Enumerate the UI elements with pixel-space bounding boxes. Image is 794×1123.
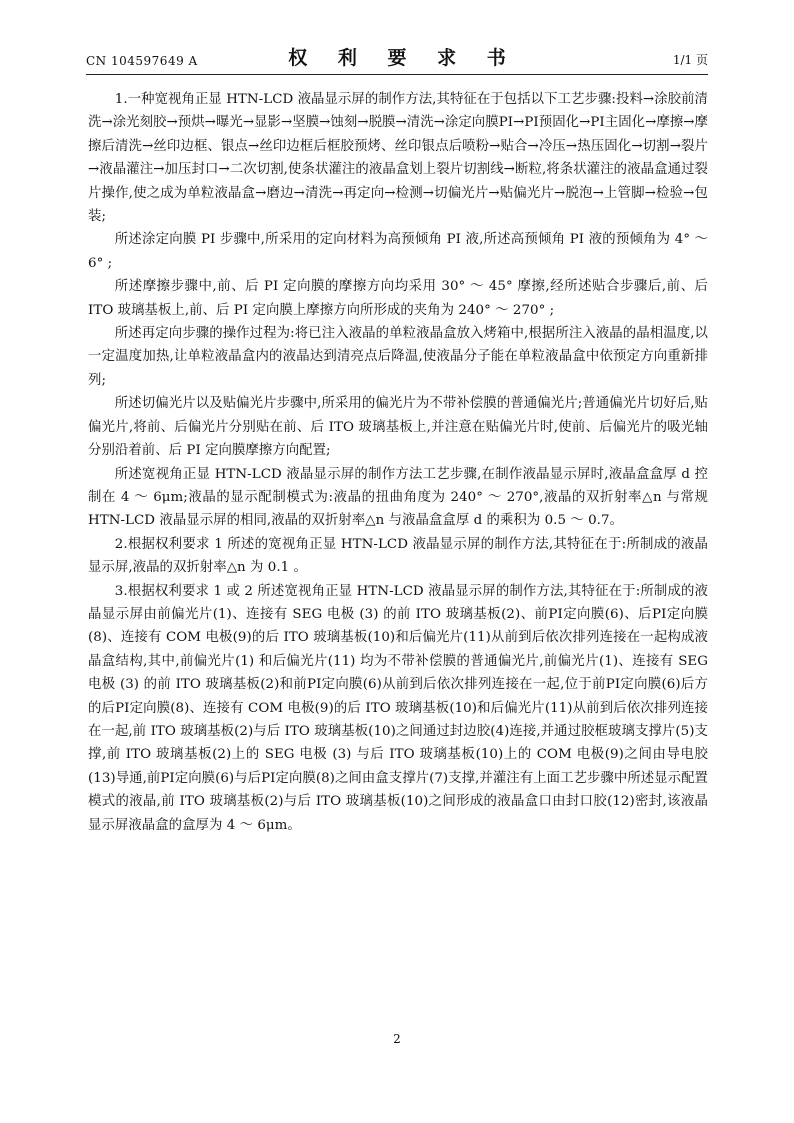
page-number: 2 <box>393 1032 401 1046</box>
claim-1-paragraph: 1.一种宽视角正显 HTN-LCD 液晶显示屏的制作方法,其特征在于包括以下工艺步骤:投料→涂胶前清洗→涂光刻胶→预烘→曝光→显影→坚膜→蚀刻→脱膜→清洗→涂定向膜PI→PI预固化→PI主固化→摩擦→摩擦后清洗→丝印边框、银点→丝印边框后框胶预烤、丝印银点后喷粉→贴合→冷压→热压固化→切割→裂片→液晶灌注→加压封口→二次切割,使条状灌注的液晶盒划上裂片切割线→断粒,将条状灌注的液晶盒通过裂片操作,使之成为单粒液晶盒→磨边→清洗→再定向→检测→切偏光片→贴偏光片→脱泡→上管脚→检验→包装; <box>88 92 708 225</box>
document-title: 权 利 要 求 书 <box>288 47 518 69</box>
publication-number: CN 104597649 A <box>86 54 198 68</box>
page-indicator: 1/1 页 <box>672 53 708 67</box>
claim-1-cell-gap-paragraph: 所述宽视角正显 HTN-LCD 液晶显示屏的制作方法工艺步骤,在制作液晶显示屏时,液晶盒盒厚 d 控制在 4 ～ 6μm;液晶的显示配制模式为:液晶的扭曲角度为 240° ～ 270°,液晶的双折射率△n 与常规 HTN-LCD 液晶显示屏的相同,液晶的双折射率△n 与液晶盒盒厚 d 的乘积为 0.5 ～ 0.7。 <box>88 466 708 529</box>
claim-1-alignment-film-paragraph: 所述涂定向膜 PI 步骤中,所采用的定向材料为高预倾角 PI 液,所述高预倾角 PI 液的预倾角为 4° ～ 6° ; <box>88 232 708 271</box>
claim-1-realignment-paragraph: 所述再定向步骤的操作过程为:将已注入液晶的单粒液晶盒放入烤箱中,根据所注入液晶的晶相温度,以一定温度加热,让单粒液晶盒内的液晶达到清亮点后降温,使液晶分子能在单粒液晶盒中依预定方向重新排列; <box>88 326 708 388</box>
claim-1-polarizer-paragraph: 所述切偏光片以及贴偏光片步骤中,所采用的偏光片为不带补偿膜的普通偏光片;普通偏光片切好后,贴偏光片,将前、后偏光片分别贴在前、后 ITO 玻璃基板上,并注意在贴偏光片时,使前、后偏光片的吸光轴分别沿着前、后 PI 定向膜摩擦方向配置; <box>88 396 708 459</box>
claims-body <box>88 88 708 837</box>
claim-1-rubbing-paragraph: 所述摩擦步骤中,前、后 PI 定向膜的摩擦方向均采用 30° ～ 45° 摩擦,经所述贴合步骤后,前、后 ITO 玻璃基板上,前、后 PI 定向膜上摩擦方向所形成的夹角为 240° ～ 270° ; <box>88 279 708 318</box>
claim-3-paragraph: 3.根据权利要求 1 或 2 所述宽视角正显 HTN-LCD 液晶显示屏的制作方法,其特征在于:所制成的液晶显示屏由前偏光片(1)、连接有 SEG 电极 (3) 的前 ITO 玻璃基板(2)、前PI定向膜(6)、后PI定向膜(8)、连接有 COM 电极(9)的后 ITO 玻璃基板(10)和后偏光片(11)从前到后依次排列连接在一起构成液晶盒结构,其中,前偏光片(1) 和后偏光片(11) 均为不带补偿膜的普通偏光片,前偏光片(1)、连接有 SEG 电极 (3) 的前 ITO 玻璃基板(2)和前PI定向膜(6)从前到后依次排列连接在一起,位于前PI定向膜(6)后方的后PI定向膜(8)、连接有 COM 电极(9)的后 ITO 玻璃基板(10)和后偏光片(11)从前到后依次排列连接在一起,前 ITO 玻璃基板(2)与后 ITO 玻璃基板(10)之间通过封边胶(4)连接,并通过胶框玻璃支撑片(5)支撑,前 ITO 玻璃基板(2)上的 SEG 电极 (3) 与后 ITO 玻璃基板(10)上的 COM 电极(9)之间由导电胶(13)导通,前PI定向膜(6)与后PI定向膜(8)之间由盒支撑片(7)支撑,并灌注有上面工艺步骤中所述显示配置模式的液晶,前 ITO 玻璃基板(2)与后 ITO 玻璃基板(10)之间形成的液晶盒口由封口胶(12)密封,该液晶显示屏液晶盒的盒厚为 4 ～ 6μm。 <box>88 583 708 833</box>
header-divider <box>86 74 708 75</box>
page-header <box>86 40 708 74</box>
claim-2-paragraph: 2.根据权利要求 1 所述的宽视角正显 HTN-LCD 液晶显示屏的制作方法,其特征在于:所制成的液晶显示屏,液晶的双折射率△n 为 0.1 。 <box>88 536 708 576</box>
